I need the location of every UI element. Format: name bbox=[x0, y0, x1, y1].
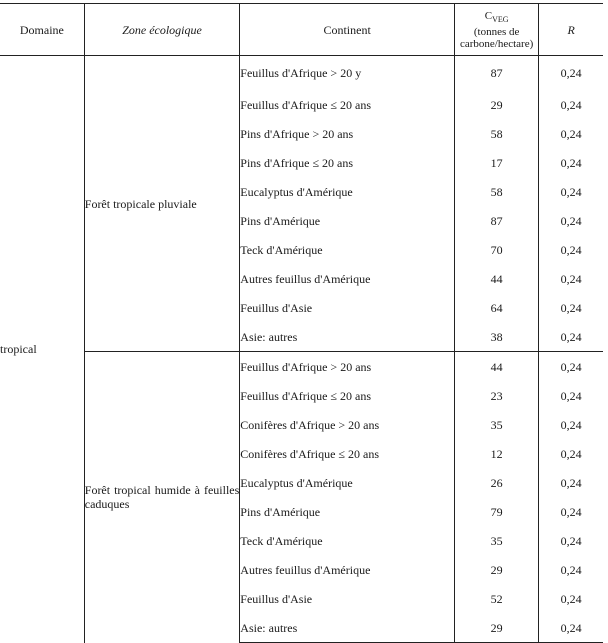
r-cell: 0,24 bbox=[539, 613, 603, 643]
r-cell: 0,24 bbox=[560, 271, 582, 286]
continent-cell: Autres feuillus d'Amérique bbox=[240, 555, 455, 584]
zone-cell: Forêt tropical humide à feuilles caduques bbox=[84, 352, 240, 643]
continent-cell: Pins d'Amérique bbox=[240, 206, 455, 235]
continent-cell: Feuillus d'Afrique > 20 ans bbox=[240, 352, 455, 382]
cveg-cell: 44 bbox=[454, 264, 538, 293]
continent-cell: Conifères d'Afrique ≤ 20 ans bbox=[240, 439, 455, 468]
continent-cell: Asie: autres bbox=[240, 322, 455, 352]
cveg-cell: 58 bbox=[454, 177, 538, 206]
r-cell: 0,24 bbox=[560, 533, 582, 548]
cveg-cell: 44 bbox=[454, 352, 538, 382]
header-domaine: Domaine bbox=[0, 4, 84, 56]
continent-cell: Feuillus d'Afrique ≤ 20 ans bbox=[240, 381, 455, 410]
cveg-cell: 64 bbox=[454, 293, 538, 322]
continent-cell: Feuillus d'Asie bbox=[240, 293, 455, 322]
table-row bbox=[0, 352, 603, 382]
r-cell: 0,24 bbox=[560, 242, 582, 257]
r-cell: 0,24 bbox=[560, 475, 582, 490]
header-cveg-units: (tonnes de carbone/hectare) bbox=[459, 25, 534, 50]
table-row bbox=[0, 56, 603, 91]
cveg-cell: 35 bbox=[454, 526, 538, 555]
r-cell: 0,24 bbox=[560, 591, 582, 606]
cveg-cell: 26 bbox=[454, 468, 538, 497]
r-cell: 0,24 bbox=[539, 352, 603, 382]
table-header bbox=[0, 4, 603, 56]
continent-cell: Eucalyptus d'Amérique bbox=[240, 468, 455, 497]
continent-cell: Feuillus d'Asie bbox=[240, 584, 455, 613]
continent-cell: Pins d'Afrique > 20 ans bbox=[240, 119, 455, 148]
r-cell: 0,24 bbox=[560, 388, 582, 403]
cveg-cell: 52 bbox=[454, 584, 538, 613]
cveg-cell: 87 bbox=[454, 206, 538, 235]
r-cell: 0,24 bbox=[560, 97, 582, 112]
cveg-cell: 29 bbox=[454, 90, 538, 119]
r-cell: 0,24 bbox=[560, 446, 582, 461]
cveg-cell: 70 bbox=[454, 235, 538, 264]
r-cell: 0,24 bbox=[560, 155, 582, 170]
r-cell: 0,24 bbox=[560, 329, 582, 344]
continent-cell: Eucalyptus d'Amérique bbox=[240, 177, 455, 206]
header-continent: Continent bbox=[240, 4, 455, 56]
header-cveg-symbol: $C_{VEG}$ bbox=[484, 9, 509, 24]
cveg-cell: 29 bbox=[454, 555, 538, 584]
header-r: R bbox=[539, 4, 603, 56]
zone-cell: Forêt tropicale pluviale bbox=[84, 56, 240, 352]
r-cell: 0,24 bbox=[560, 562, 582, 577]
cveg-cell: 38 bbox=[454, 322, 538, 352]
continent-cell: Pins d'Amérique bbox=[240, 497, 455, 526]
cveg-cell: 58 bbox=[454, 119, 538, 148]
r-cell: 0,24 bbox=[560, 126, 582, 141]
header-cveg bbox=[454, 4, 538, 56]
r-cell: 0,24 bbox=[560, 504, 582, 519]
continent-cell: Teck d'Amérique bbox=[240, 235, 455, 264]
carbon-stock-table bbox=[0, 3, 603, 643]
continent-cell: Pins d'Afrique ≤ 20 ans bbox=[240, 148, 455, 177]
cveg-cell: 35 bbox=[454, 410, 538, 439]
r-cell: 0,24 bbox=[560, 213, 582, 228]
cveg-cell: 79 bbox=[454, 497, 538, 526]
header-zone: Zone écologique bbox=[84, 4, 240, 56]
continent-cell: Conifères d'Afrique > 20 ans bbox=[240, 410, 455, 439]
cveg-cell: 17 bbox=[454, 148, 538, 177]
continent-cell: Autres feuillus d'Amérique bbox=[240, 264, 455, 293]
continent-cell: Feuillus d'Afrique > 20 y bbox=[240, 56, 455, 91]
cveg-cell: 87 bbox=[454, 56, 538, 91]
cveg-cell: 29 bbox=[454, 613, 538, 643]
cveg-cell: 12 bbox=[454, 439, 538, 468]
continent-cell: Asie: autres bbox=[240, 613, 455, 643]
cveg-cell: 23 bbox=[454, 381, 538, 410]
r-cell: 0,24 bbox=[560, 66, 582, 80]
r-cell: 0,24 bbox=[560, 300, 582, 315]
r-cell: 0,24 bbox=[560, 184, 582, 199]
r-cell: 0,24 bbox=[560, 417, 582, 432]
table-body bbox=[0, 56, 603, 643]
continent-cell: Teck d'Amérique bbox=[240, 526, 455, 555]
domain-cell: tropical bbox=[0, 56, 84, 643]
continent-cell: Feuillus d'Afrique ≤ 20 ans bbox=[240, 90, 455, 119]
